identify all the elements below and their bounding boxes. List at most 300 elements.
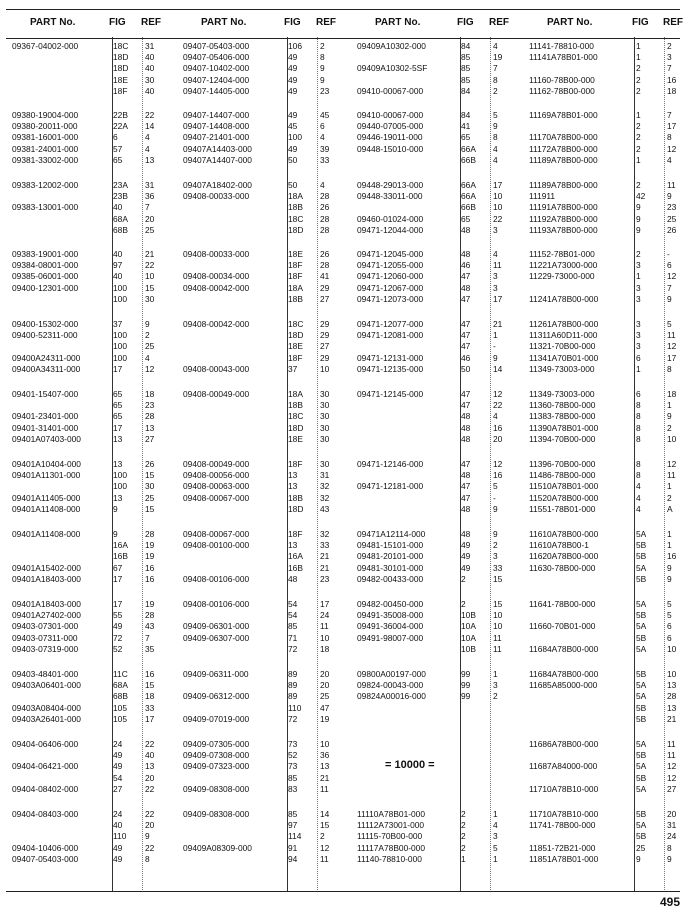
fig-number: 5A xyxy=(636,739,647,749)
ref-number: 5 xyxy=(667,599,672,609)
fig-number: 49 xyxy=(113,842,123,853)
part-number: 09408-00100-000 xyxy=(183,540,250,551)
part-number: 11741-78B00-000 xyxy=(529,820,596,831)
ref-number: 36 xyxy=(145,191,155,202)
fig-number: 23B xyxy=(113,191,128,202)
part-number: 11486-78B00-000 xyxy=(529,470,596,481)
ref-number: 8 xyxy=(320,52,325,63)
ref-number: 14 xyxy=(320,809,330,819)
part-number: 09400-52311-000 xyxy=(12,330,78,341)
ref-number: 9 xyxy=(320,63,325,74)
fig-number: 2 xyxy=(636,121,641,132)
part-number: 11192A78B00-000 xyxy=(529,213,598,224)
ref-number: 7 xyxy=(145,202,150,213)
part-number: 09401A18403-000 xyxy=(12,599,81,609)
ref-number: 10 xyxy=(493,621,503,632)
header-ref: REF xyxy=(489,17,509,28)
ref-column-rule xyxy=(490,37,491,892)
part-number: 09407-12404-000 xyxy=(183,74,250,85)
ref-number: 22 xyxy=(145,783,155,794)
ref-number: 41 xyxy=(320,271,330,282)
part-number: 09408-00043-000 xyxy=(183,363,250,374)
fig-number: 8 xyxy=(636,411,641,422)
ref-number: 16 xyxy=(667,74,677,85)
fig-number: 48 xyxy=(461,433,471,444)
part-number: 11170A78B00-000 xyxy=(529,132,598,143)
fig-number: 46 xyxy=(461,352,471,363)
fig-number: 48 xyxy=(461,282,471,293)
part-number: 09471-12055-000 xyxy=(357,260,424,271)
ref-number: 11 xyxy=(667,470,676,481)
part-number: 11189A78B00-000 xyxy=(529,154,598,165)
ref-number: 43 xyxy=(145,621,155,632)
part-number: 09471-12045-000 xyxy=(357,249,424,259)
fig-number: 47 xyxy=(461,389,471,399)
fig-number: 9 xyxy=(636,853,641,864)
ref-number: 9 xyxy=(667,191,672,202)
ref-number: 15 xyxy=(493,573,503,584)
ref-number: 2 xyxy=(493,85,498,96)
fig-number: 2 xyxy=(461,809,466,819)
ref-number: 11 xyxy=(320,621,329,632)
ref-number: 17 xyxy=(667,352,677,363)
ref-number: 22 xyxy=(145,842,155,853)
header-part-no: PART No. xyxy=(30,17,76,28)
fig-number: 72 xyxy=(288,643,298,654)
ref-number: 15 xyxy=(145,470,155,481)
part-number: 09491-35008-000 xyxy=(357,610,424,621)
part-number: 09407-14407-000 xyxy=(183,110,250,120)
part-number: 09381-24001-000 xyxy=(12,143,79,154)
part-number: 09409-07019-000 xyxy=(183,713,250,724)
ref-number: 9 xyxy=(667,853,672,864)
part-number: 11641-78B00-000 xyxy=(529,599,596,609)
part-number: 09408-00042-000 xyxy=(183,319,250,329)
part-number: 09408-00106-000 xyxy=(183,573,250,584)
header-part-no: PART No. xyxy=(375,17,421,28)
fig-number: 18E xyxy=(288,341,303,352)
fig-number: 16B xyxy=(288,562,303,573)
header-fig: FIG xyxy=(457,17,474,28)
ref-number: - xyxy=(667,249,670,259)
ref-number: 16 xyxy=(667,551,677,562)
ref-number: 25 xyxy=(145,224,155,235)
ref-number: 5 xyxy=(667,319,672,329)
fig-number: 49 xyxy=(113,621,123,632)
ref-number: 10 xyxy=(493,610,503,621)
part-number: 09448-29013-000 xyxy=(357,180,424,190)
fig-number: 2 xyxy=(636,74,641,85)
part-number: 09383-19001-000 xyxy=(12,249,79,259)
ref-number: 15 xyxy=(145,503,155,514)
ref-number: 2 xyxy=(320,831,325,842)
fig-number: 5B xyxy=(636,632,647,643)
fig-number: 47 xyxy=(461,271,471,282)
part-number: 09471-12060-000 xyxy=(357,271,424,282)
ref-number: A xyxy=(667,503,673,514)
ref-number: 23 xyxy=(667,202,677,213)
fig-number: 9 xyxy=(636,202,641,213)
ref-number: 12 xyxy=(667,459,677,469)
part-number: 11193A78B00-000 xyxy=(529,224,598,235)
part-number: 09471-12077-000 xyxy=(357,319,424,329)
fig-number: 97 xyxy=(113,260,123,271)
fig-number: 114 xyxy=(288,831,302,842)
fig-number: 45 xyxy=(288,121,298,132)
ref-number: 40 xyxy=(145,85,155,96)
ref-number: 31 xyxy=(145,180,155,190)
part-number: 09471-12146-000 xyxy=(357,459,424,469)
fig-number: 5A xyxy=(636,820,647,831)
part-number: 09409-07305-000 xyxy=(183,739,250,749)
fig-number: 18B xyxy=(288,400,303,411)
part-number: 09408-00034-000 xyxy=(183,271,250,282)
ref-number: 21 xyxy=(320,772,330,783)
fig-number: 41 xyxy=(461,121,471,132)
fig-number: 106 xyxy=(288,41,302,51)
ref-number: 30 xyxy=(320,422,330,433)
part-number: 11396-70B00-000 xyxy=(529,459,596,469)
part-number: 11610A78B00-1 xyxy=(529,540,589,551)
part-number: 11169A78B01-000 xyxy=(529,110,598,120)
ref-number: 4 xyxy=(493,154,498,165)
fig-number: 17 xyxy=(113,422,123,433)
fig-number: 18F xyxy=(288,260,303,271)
header-fig: FIG xyxy=(109,17,126,28)
ref-number: 12 xyxy=(493,459,503,469)
part-number: 09481-20101-000 xyxy=(357,551,424,562)
ref-number: 25 xyxy=(320,691,330,702)
part-number: 09471-12135-000 xyxy=(357,363,424,374)
fig-number: 18D xyxy=(288,503,304,514)
fig-number: 18B xyxy=(288,492,303,503)
fig-number: 85 xyxy=(461,52,471,63)
part-number: 09383-13001-000 xyxy=(12,202,79,213)
part-number: 09408-00067-000 xyxy=(183,529,250,539)
part-number: 09409-07323-000 xyxy=(183,761,250,772)
ref-number: 7 xyxy=(667,282,672,293)
fig-number: 9 xyxy=(636,213,641,224)
fig-number: 40 xyxy=(113,271,123,282)
fig-number: 6 xyxy=(636,352,641,363)
header-fig: FIG xyxy=(284,17,301,28)
ref-number: 18 xyxy=(145,691,155,702)
part-number: 09471-12044-000 xyxy=(357,224,424,235)
part-number: 09446-19011-000 xyxy=(357,132,423,143)
ref-number: 12 xyxy=(667,271,677,282)
ref-number: 20 xyxy=(493,433,503,444)
part-number: 09407-21401-000 xyxy=(183,132,250,143)
fig-number: 100 xyxy=(288,132,302,143)
fig-number: 18D xyxy=(288,330,304,341)
fig-number: 83 xyxy=(288,783,298,794)
ref-number: 8 xyxy=(493,74,498,85)
ref-number: 30 xyxy=(145,481,155,492)
fig-number: 48 xyxy=(461,470,471,481)
fig-number: 13 xyxy=(288,540,298,551)
ref-number: 28 xyxy=(145,411,155,422)
part-number: 09471-12145-000 xyxy=(357,389,424,399)
part-number: 09409-06312-000 xyxy=(183,691,250,702)
fig-number: 100 xyxy=(113,352,127,363)
fig-number: 99 xyxy=(461,691,471,702)
fig-number: 68B xyxy=(113,224,128,235)
part-number: 11684A78B00-000 xyxy=(529,643,599,654)
part-number: 09408-00033-000 xyxy=(183,249,250,259)
ref-number: 12 xyxy=(145,363,155,374)
fig-number: 100 xyxy=(113,282,127,293)
ref-number: 10 xyxy=(667,433,677,444)
fig-number: 1 xyxy=(636,110,641,120)
fig-number: 66A xyxy=(461,143,476,154)
ref-number: 4 xyxy=(320,132,325,143)
ref-number: 10 xyxy=(493,202,503,213)
ref-number: 16 xyxy=(145,562,155,573)
ref-number: 13 xyxy=(667,702,677,713)
fig-number: 9 xyxy=(113,503,118,514)
fig-number: 5A xyxy=(636,680,647,691)
fig-number: 65 xyxy=(461,132,471,143)
fig-number: 97 xyxy=(288,820,298,831)
part-number: 09471-12181-000 xyxy=(357,481,424,492)
ref-number: 21 xyxy=(145,249,155,259)
ref-number: 2 xyxy=(667,492,672,503)
part-number: 11620A78B00-000 xyxy=(529,551,599,562)
ref-number: 3 xyxy=(493,282,498,293)
part-number: 09407-05403-000 xyxy=(12,853,79,864)
ref-number: 9 xyxy=(493,529,498,539)
part-number: 09491-98007-000 xyxy=(357,632,424,643)
fig-number: 54 xyxy=(288,610,298,621)
ref-number: 2 xyxy=(493,691,498,702)
fig-number: 84 xyxy=(461,85,471,96)
ref-number: 20 xyxy=(667,809,677,819)
ref-number: 39 xyxy=(320,143,330,154)
part-number: 09403A06401-000 xyxy=(12,680,81,691)
part-number: 09400-12301-000 xyxy=(12,282,79,293)
part-number: 09404-06421-000 xyxy=(12,761,79,772)
part-number: 11162-78B00-000 xyxy=(529,85,595,96)
fig-number: 3 xyxy=(636,293,641,304)
ref-number: 4 xyxy=(493,143,498,154)
ref-number: 8 xyxy=(145,853,150,864)
ref-number: 32 xyxy=(320,492,330,503)
ref-number: 7 xyxy=(667,63,672,74)
ref-number: 7 xyxy=(493,63,498,74)
part-number: 09408-00049-000 xyxy=(183,389,250,399)
fig-number: 5A xyxy=(636,529,647,539)
ref-number: 9 xyxy=(667,562,672,573)
fig-number: 1 xyxy=(636,363,641,374)
fig-number: 85 xyxy=(288,772,298,783)
ref-number: 4 xyxy=(145,132,150,143)
part-number: 09409-07308-000 xyxy=(183,750,250,761)
header-fig: FIG xyxy=(632,17,649,28)
fig-number: 18A xyxy=(288,282,303,293)
fig-number: 40 xyxy=(113,820,123,831)
ref-number: 11 xyxy=(493,260,502,271)
ref-number: 32 xyxy=(320,529,330,539)
part-number: 09401-31401-000 xyxy=(12,422,79,433)
fig-number: 47 xyxy=(461,319,471,329)
ref-number: 9 xyxy=(667,293,672,304)
ref-number: 40 xyxy=(145,63,155,74)
part-number: 09408-00067-000 xyxy=(183,492,250,503)
ref-number: 8 xyxy=(667,363,672,374)
part-number: 11710A78B10-000 xyxy=(529,783,599,794)
fig-number: 54 xyxy=(113,772,123,783)
ref-number: 26 xyxy=(667,224,677,235)
part-number: 09400A24311-000 xyxy=(12,352,81,363)
ref-number: 13 xyxy=(320,761,330,772)
ref-number: 10 xyxy=(320,363,330,374)
fig-number: 18E xyxy=(288,433,303,444)
ref-number: 1 xyxy=(667,400,672,411)
ref-number: 12 xyxy=(493,389,503,399)
part-number: 09408-00063-000 xyxy=(183,481,250,492)
fig-number: 47 xyxy=(461,492,471,503)
fig-number: 48 xyxy=(461,503,471,514)
fig-number: 18D xyxy=(288,422,304,433)
fig-number: 9 xyxy=(636,224,641,235)
part-number: 09471-12131-000 xyxy=(357,352,424,363)
ref-number: 25 xyxy=(667,213,677,224)
ref-number: 22 xyxy=(145,260,155,271)
part-number: 11160-78B00-000 xyxy=(529,74,595,85)
fig-number: 5B xyxy=(636,540,647,551)
fig-number: 55 xyxy=(113,610,123,621)
part-number: 11141-78810-000 xyxy=(529,41,594,51)
part-number: 09410-00067-000 xyxy=(357,85,424,96)
ref-number: 4 xyxy=(493,411,498,422)
ref-number: 28 xyxy=(145,610,155,621)
fig-number: 89 xyxy=(288,691,298,702)
ref-number: 14 xyxy=(493,363,503,374)
ref-number: 15 xyxy=(493,599,503,609)
part-number: 09381-16001-000 xyxy=(12,132,79,143)
ref-number: 19 xyxy=(493,52,503,63)
fig-number: 66B xyxy=(461,154,476,165)
fig-number: 100 xyxy=(113,470,127,481)
ref-number: 1 xyxy=(493,853,498,864)
part-number: 09471-12073-000 xyxy=(357,293,424,304)
fig-number: 47 xyxy=(461,341,471,352)
fig-number: 65 xyxy=(113,411,123,422)
fig-number: 18C xyxy=(288,213,304,224)
fig-number: 22B xyxy=(113,110,128,120)
ref-number: 5 xyxy=(493,481,498,492)
part-number: 09401A11405-000 xyxy=(12,492,81,503)
fig-number: 49 xyxy=(288,143,298,154)
part-number: 11115-70B00-000 xyxy=(357,831,423,842)
fig-number: 49 xyxy=(288,74,298,85)
page-number: 495 xyxy=(659,895,680,909)
ref-number: 29 xyxy=(320,330,330,341)
fig-number: 6 xyxy=(636,389,641,399)
ref-number: 3 xyxy=(493,831,498,842)
part-number: 09471-12081-000 xyxy=(357,330,424,341)
ref-number: 12 xyxy=(667,341,677,352)
ref-number: 5 xyxy=(493,110,498,120)
fig-number: 42 xyxy=(636,191,646,202)
ref-number: 8 xyxy=(667,842,672,853)
ref-number: 47 xyxy=(320,702,330,713)
fig-number: 48 xyxy=(461,249,471,259)
fig-number: 49 xyxy=(288,52,298,63)
ref-number: 20 xyxy=(320,680,330,691)
ref-number: 22 xyxy=(145,809,155,819)
part-number: 11321-70B00-000 xyxy=(529,341,596,352)
ref-number: 27 xyxy=(667,783,677,794)
ref-number: 33 xyxy=(145,702,155,713)
fig-number: 17 xyxy=(113,363,123,374)
fig-number: 49 xyxy=(461,551,471,562)
fig-number: 10A xyxy=(461,621,476,632)
fig-number: 8 xyxy=(636,470,641,481)
fig-number: 52 xyxy=(288,750,298,761)
ref-number: 11 xyxy=(667,750,676,761)
part-number: 09401-23401-000 xyxy=(12,411,79,422)
fig-number: 8 xyxy=(636,400,641,411)
fig-number: 10B xyxy=(461,643,476,654)
fig-number: 105 xyxy=(113,713,127,724)
fig-number: 47 xyxy=(461,459,471,469)
fig-number: 5B xyxy=(636,772,647,783)
fig-number: 37 xyxy=(288,363,298,374)
ref-number: 3 xyxy=(493,271,498,282)
part-number: 09409-06307-000 xyxy=(183,632,250,643)
fig-number: 47 xyxy=(461,293,471,304)
part-number: 09824-00043-000 xyxy=(357,680,424,691)
fig-number: 68B xyxy=(113,691,128,702)
part-number: 11394-70B00-000 xyxy=(529,433,596,444)
fig-number: 47 xyxy=(461,400,471,411)
part-number: 09385-06001-000 xyxy=(12,271,79,282)
ref-number: 21 xyxy=(667,713,677,724)
ref-number: 17 xyxy=(320,599,330,609)
fig-number: 1 xyxy=(636,154,641,165)
ref-number: 1 xyxy=(667,529,672,539)
part-number: 09400-15302-000 xyxy=(12,319,79,329)
ref-number: 19 xyxy=(320,713,330,724)
part-number: 09384-08001-000 xyxy=(12,260,79,271)
fig-number: 1 xyxy=(636,271,641,282)
section-marker: = 10000 = xyxy=(385,759,435,772)
part-number: 09448-33011-000 xyxy=(357,191,423,202)
ref-number: 24 xyxy=(667,831,677,842)
part-number: 09407A14407-000 xyxy=(183,154,252,165)
fig-number: 5A xyxy=(636,643,647,654)
part-number: 09403-48401-000 xyxy=(12,669,79,679)
part-number: 09401A15402-000 xyxy=(12,562,81,573)
part-number: 11110A78B01-000 xyxy=(357,809,425,819)
part-number: 09403A08404-000 xyxy=(12,702,81,713)
part-number: 11710A78B10-000 xyxy=(529,809,599,819)
ref-number: 14 xyxy=(145,121,155,132)
ref-number: 20 xyxy=(320,669,330,679)
ref-number: 23 xyxy=(320,573,330,584)
fig-number: 18E xyxy=(288,249,303,259)
ref-number: 28 xyxy=(145,529,155,539)
fig-number: 67 xyxy=(113,562,123,573)
ref-number: 11 xyxy=(667,180,676,190)
fig-number: 18F xyxy=(113,85,128,96)
fig-number: 8 xyxy=(636,422,641,433)
part-number: 09401-15407-000 xyxy=(12,389,79,399)
ref-number: 27 xyxy=(320,293,330,304)
fig-number: 65 xyxy=(113,400,123,411)
ref-number: 11 xyxy=(667,330,676,341)
